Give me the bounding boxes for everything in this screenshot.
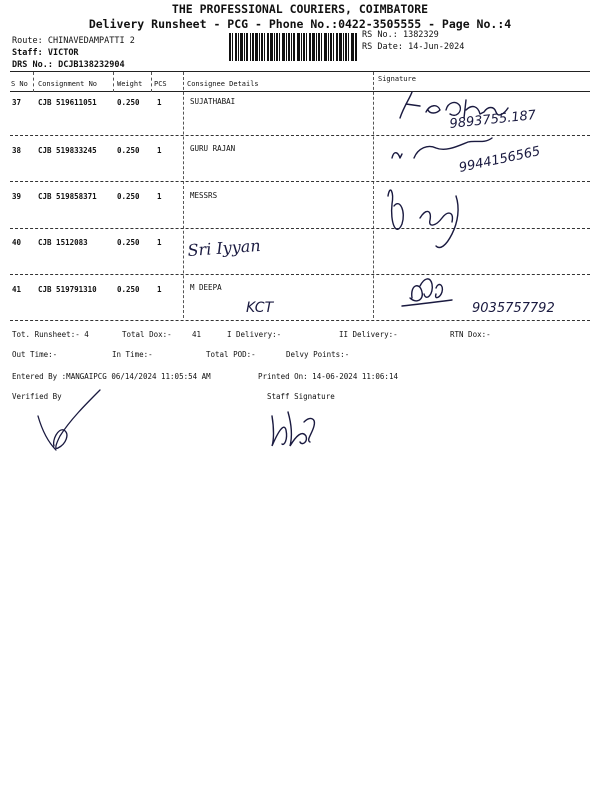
row-pcs: 1 xyxy=(157,285,162,294)
row1-phone-handwritten: 9893755.187 xyxy=(448,107,537,132)
total-dox-label: Total Dox:- xyxy=(122,330,172,339)
rs-date-value: 14-Jun-2024 xyxy=(408,42,465,52)
row-weight: 0.250 xyxy=(117,285,140,294)
row-consignment: CJB 519858371 xyxy=(38,192,97,201)
col-divider xyxy=(373,72,374,318)
route-label: Route: xyxy=(12,36,43,46)
row5-initials-handwritten: KCT xyxy=(246,300,274,316)
row-pcs: 1 xyxy=(157,238,162,247)
row-sno: 40 xyxy=(12,238,22,247)
col-header-consignment: Consignment No xyxy=(38,80,98,88)
row-consignment: CJB 519833245 xyxy=(38,146,97,155)
row-pcs: 1 xyxy=(157,146,162,155)
row-pcs: 1 xyxy=(157,98,162,107)
col-header-consignee: Consignee Details xyxy=(187,80,259,88)
route-line xyxy=(12,36,135,46)
col-header-sno: S No xyxy=(11,80,28,88)
staff-signature xyxy=(266,402,326,452)
row-consignment: CJB 1512083 xyxy=(38,238,88,247)
handwritten-signatures xyxy=(380,88,590,318)
route-value: CHINAVEDAMPATTI 2 xyxy=(47,36,135,46)
row-sno: 41 xyxy=(12,285,22,294)
row4-name-handwritten: Sri Iyyan xyxy=(186,235,262,260)
row-sno: 38 xyxy=(12,146,22,155)
row-consignee: M DEEPA xyxy=(190,283,222,292)
rtn-dox: RTN Dox:- xyxy=(450,330,491,339)
staff-value: VICTOR xyxy=(47,48,79,58)
i-delivery: I Delivery:- xyxy=(227,330,282,339)
row-consignee: SUJATHABAI xyxy=(190,97,236,106)
staff-signature-label: Staff Signature xyxy=(267,392,335,401)
out-time: Out Time:- xyxy=(12,350,58,359)
barcode xyxy=(229,33,357,61)
verified-by-label: Verified By xyxy=(12,392,62,401)
col-divider xyxy=(183,72,184,318)
row-consignee: GURU RAJAN xyxy=(190,144,236,153)
col-header-signature: Signature xyxy=(378,75,416,83)
in-time: In Time:- xyxy=(112,350,153,359)
row-sno: 37 xyxy=(12,98,22,107)
col-header-weight: Weight xyxy=(117,80,143,88)
printed-on: Printed On: 14-06-2024 11:06:14 xyxy=(258,372,398,381)
total-dox-value: 41 xyxy=(192,330,202,339)
total-runsheet: Tot. Runsheet:- 4 xyxy=(12,330,89,339)
staff-label: Staff: xyxy=(12,48,43,58)
drs-value: DCJB138232904 xyxy=(58,60,125,70)
row-weight: 0.250 xyxy=(117,98,140,107)
table-top-border xyxy=(10,71,590,72)
row-weight: 0.250 xyxy=(117,238,140,247)
drs-label: DRS No.: xyxy=(12,60,53,70)
row5-phone-handwritten: 9035757792 xyxy=(472,301,555,316)
row-consignee: MESSRS xyxy=(190,191,218,200)
rs-no-value: 1382329 xyxy=(402,30,439,40)
row-weight: 0.250 xyxy=(117,192,140,201)
row-pcs: 1 xyxy=(157,192,162,201)
row2-phone-handwritten: 9944156565 xyxy=(457,144,542,176)
rs-number xyxy=(362,30,439,40)
row-sno: 39 xyxy=(12,192,22,201)
col-divider xyxy=(33,72,34,92)
company-title: THE PROFESSIONAL COURIERS, COIMBATORE xyxy=(171,2,429,16)
verified-by-signature xyxy=(30,386,110,456)
staff-line xyxy=(12,48,79,58)
delvy-points: Delvy Points:- xyxy=(286,350,350,359)
rs-date-label: RS Date: xyxy=(362,42,403,52)
total-pod: Total POD:- xyxy=(206,350,256,359)
row4-handwritten-name xyxy=(186,234,326,266)
row-weight: 0.250 xyxy=(117,146,140,155)
ii-delivery: II Delivery:- xyxy=(339,330,398,339)
entered-by: Entered By :MANGAIPCG 06/14/2024 11:05:54 AM xyxy=(12,372,211,381)
runsheet-subtitle: Delivery Runsheet - PCG - Phone No.:0422-3505555 - Page No.:4 xyxy=(88,17,512,31)
rs-no-label: RS No.: xyxy=(362,30,398,40)
col-divider xyxy=(151,72,152,92)
row-consignment: CJB 519611051 xyxy=(38,98,97,107)
drs-line xyxy=(12,60,125,70)
col-divider xyxy=(113,72,114,92)
row5-handwritten-initials xyxy=(244,294,294,318)
rs-date xyxy=(362,42,464,52)
row-divider xyxy=(10,320,590,321)
col-header-pcs: PCS xyxy=(154,80,167,88)
row-consignment: CJB 519791310 xyxy=(38,285,97,294)
